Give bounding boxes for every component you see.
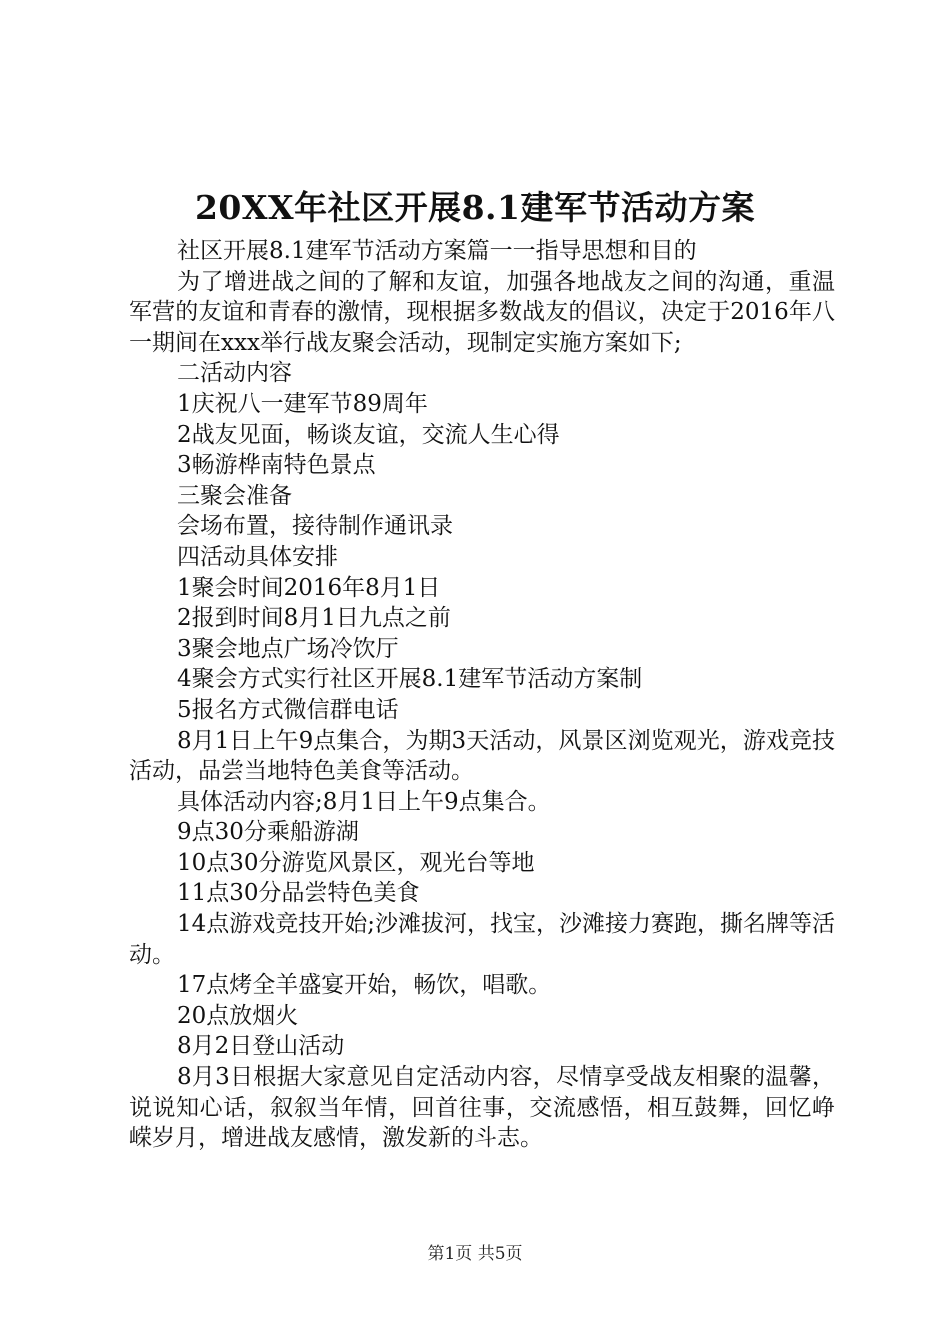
- document-title: 20XX年社区开展8.1建军节活动方案: [194, 188, 756, 227]
- document-body: [129, 236, 835, 1154]
- body-line: 二活动内容: [177, 360, 292, 387]
- body-paragraph: 14点游戏竞技开始;沙滩拔河，找宝，沙滩接力赛跑，撕名牌等活动。: [129, 911, 836, 968]
- body-line: 三聚会准备: [177, 482, 292, 509]
- body-line: 1庆祝八一建军节89周年: [177, 390, 428, 417]
- body-line: 8月2日登山活动: [177, 1033, 345, 1060]
- body-line: 四活动具体安排: [177, 543, 338, 570]
- body-line: 10点30分游览风景区，观光台等地: [177, 849, 535, 876]
- page-footer: 第1页 共5页: [427, 1244, 523, 1264]
- body-line: 4聚会方式实行社区开展8.1建军节活动方案制: [177, 666, 643, 693]
- body-paragraph: 为了增进战之间的了解和友谊，加强各地战友之间的沟通，重温军营的友谊和青春的激情，现根据多数战友的倡议，决定于2016年八一期间在xxx举行战友聚会活动，现制定实施方案如下;: [129, 268, 835, 356]
- body-line: 17点烤全羊盛宴开始，畅饮，唱歌。: [177, 972, 552, 999]
- body-line: 会场布置，接待制作通讯录: [177, 513, 453, 540]
- body-line: 2报到时间8月1日九点之前: [177, 605, 451, 632]
- body-line: 5报名方式微信群电话: [177, 696, 399, 723]
- body-line: 3畅游桦南特色景点: [177, 452, 376, 479]
- body-line: 2战友见面，畅谈友谊，交流人生心得: [177, 421, 560, 448]
- body-line: 11点30分品尝特色美食: [177, 880, 420, 907]
- body-line: 1聚会时间2016年8月1日: [177, 574, 441, 601]
- body-paragraph: 8月3日根据大家意见自定活动内容，尽情享受战友相聚的温馨，说说知心话，叙叙当年情，回首往事，交流感悟，相互鼓舞，回忆峥嵘岁月，增进战友感情，激发新的斗志。: [129, 1064, 835, 1152]
- body-line: 具体活动内容;8月1日上午9点集合。: [177, 788, 551, 815]
- body-line: 社区开展8.1建军节活动方案篇一一指导思想和目的: [177, 238, 697, 264]
- body-line: 20点放烟火: [177, 1002, 299, 1029]
- body-line: 3聚会地点广场冷饮厅: [177, 635, 399, 662]
- body-paragraph: 8月1日上午9点集合，为期3天活动，风景区浏览观光，游戏竞技活动，品尝当地特色美食等活动。: [129, 727, 835, 785]
- body-line: 9点30分乘船游湖: [177, 819, 359, 846]
